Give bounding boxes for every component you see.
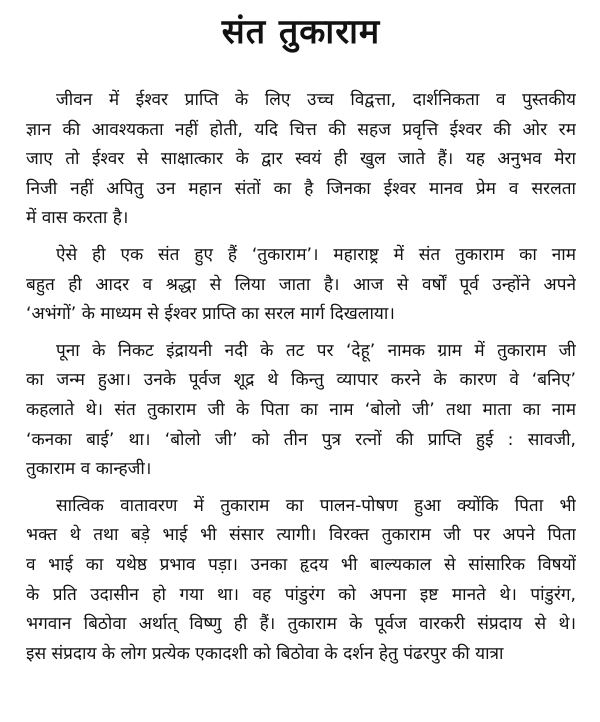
- text-line: ‘अभंगों’ के माध्यम से ईश्वर प्राप्ति का सरल मार्ग दिखलाया।: [26, 304, 395, 325]
- text-line: बहुत ही आदर व श्रद्धा से लिया जाता है। आज से वर्षों पूर्व उन्होंने अपने: [26, 274, 576, 295]
- text-line: ज्ञान की आवश्यकता नहीं होती, यदि चित्त की सहज प्रवृत्ति ईश्वर की ओर रम: [26, 119, 576, 140]
- text-line: का जन्म हुआ। उनके पूर्वज शूद्र थे किन्तु व्यापार करने के कारण वे ‘बनिए’: [26, 370, 576, 391]
- text-line: भक्त थे तथा बड़े भाई भी संसार त्यागी। विरक्त तुकाराम जी पर अपने पिता: [26, 525, 576, 546]
- text-line: तुकाराम व कान्हजी।: [26, 459, 152, 480]
- text-line: सात्विक वातावरण में तुकाराम का पालन-पोषण हुआ क्योंकि पिता भी: [56, 495, 576, 516]
- paragraph: [26, 337, 576, 485]
- text-line: भगवान बिठोवा अर्थात् विष्णु ही हैं। तुकाराम के पूर्वज वारकरी संप्रदाय से थे।: [26, 614, 576, 635]
- paragraph-gap: [26, 234, 576, 241]
- page-title: संत तुकाराम: [221, 12, 381, 52]
- paragraph: [26, 241, 576, 330]
- spacer: [26, 60, 576, 86]
- text-line: जीवन में ईश्वर प्राप्ति के लिए उच्च विद्वत्ता, दार्शनिकता व पुस्तकीय: [56, 90, 576, 110]
- text-line: ‘कनका बाई’ था। ‘बोलो जी’ को तीन पुत्र रत्नों की प्राप्ति हुई : सावजी,: [26, 429, 576, 450]
- page: [0, 4, 600, 722]
- text-line: में वास करता है।: [26, 208, 129, 229]
- paragraph: [26, 492, 576, 670]
- text-line: ऐसे ही एक संत हुए हैं ‘तुकाराम’। महाराष्ट्र में संत तुकाराम का नाम: [56, 244, 576, 265]
- text-line: पूना के निकट इंद्रायनी नदी के तट पर ‘देहू’ नामक ग्राम में तुकाराम जी: [56, 340, 576, 361]
- text-line: के प्रति उदासीन हो गया था। वह पांडुरंग को अपना इष्ट मानते थे। पांडुरंग,: [26, 584, 576, 605]
- text-line: निजी नहीं अपितु उन महान संतों का है जिनका ईश्वर मानव प्रेम व सरलता: [26, 178, 576, 199]
- text-line: व भाई का यथेष्ठ प्रभाव पड़ा। उनका हृदय भी बाल्यकाल से सांसारिक विषयों: [26, 554, 576, 575]
- text-line: जाए तो ईश्वर से साक्षात्कार के द्वार स्वयं ही खुल जाते हैं। यह अनुभव मेरा: [26, 149, 576, 170]
- text-line: कहलाते थे। संत तुकाराम जी के पिता का नाम ‘बोलो जी’ तथा माता का नाम: [26, 399, 576, 420]
- text-line: इस संप्रदाय के लोग प्रत्येक एकादशी को बिठोवा के दर्शन हेतु पंढरपुर की यात्रा: [26, 643, 504, 664]
- paragraph-gap: [26, 485, 576, 492]
- paragraph-gap: [26, 330, 576, 337]
- paragraph: [26, 86, 576, 234]
- article-body: [26, 86, 576, 669]
